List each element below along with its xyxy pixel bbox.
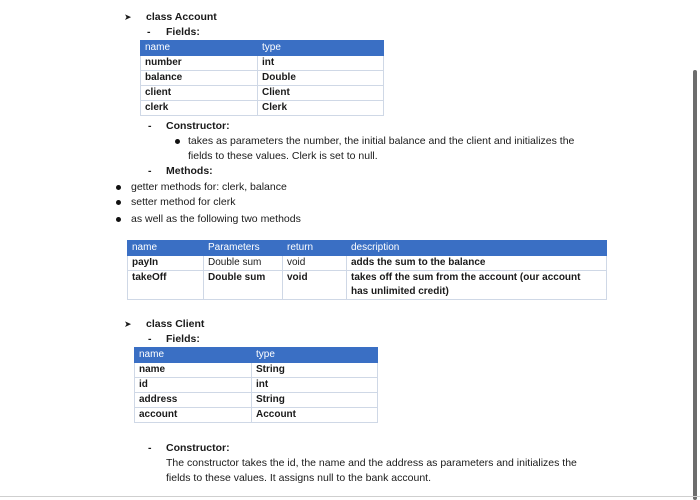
client-fields-table	[134, 347, 378, 423]
client-constructor-label: Constructor:	[166, 442, 230, 454]
field-type: Clerk	[258, 101, 384, 116]
method-parameters: Double sum	[204, 271, 283, 300]
dash-bullet: -	[148, 442, 152, 454]
method-return: void	[283, 271, 347, 300]
client-constructor-text-2: fields to these values. It assigns null to the bank account.	[166, 472, 431, 484]
field-name: client	[141, 86, 258, 101]
field-type: int	[252, 378, 378, 393]
method-description	[347, 271, 607, 300]
account-methods-table	[127, 240, 607, 300]
vertical-scrollbar[interactable]	[693, 70, 697, 500]
dash-bullet: -	[148, 165, 152, 177]
method-description: adds the sum to the balance	[347, 256, 607, 271]
account-methods-label: Methods:	[166, 165, 213, 177]
field-type: String	[252, 393, 378, 408]
account-class-heading: class Account	[146, 11, 217, 23]
field-name: number	[141, 56, 258, 71]
table-row	[128, 271, 607, 300]
account-fields-label: Fields:	[166, 26, 200, 38]
field-name: account	[135, 408, 252, 423]
client-class-heading: class Client	[146, 318, 205, 330]
table-row	[141, 101, 384, 116]
header-return: return	[283, 241, 347, 256]
table-row	[135, 378, 378, 393]
header-name: name	[141, 41, 258, 56]
bullet-dot-icon	[116, 200, 121, 205]
field-name: clerk	[141, 101, 258, 116]
table-row	[141, 86, 384, 101]
table-row	[135, 408, 378, 423]
field-name: address	[135, 393, 252, 408]
client-fields-label: Fields:	[166, 333, 200, 345]
table-header-row	[128, 241, 607, 256]
arrow-bullet-icon: ➤	[124, 12, 132, 22]
field-name: id	[135, 378, 252, 393]
page-divider	[0, 496, 700, 497]
bullet-dot-icon	[175, 139, 180, 144]
dash-bullet: -	[148, 120, 152, 132]
description-line: takes off the sum from the account (our account	[351, 272, 581, 283]
table-row	[128, 256, 607, 271]
field-type: Double	[258, 71, 384, 86]
field-name: name	[135, 363, 252, 378]
dash-bullet: -	[148, 333, 152, 345]
bullet-item: setter method for clerk	[131, 196, 236, 208]
client-constructor-text-1: The constructor takes the id, the name and the address as parameters and initializes the	[166, 457, 577, 469]
bullet-item: getter methods for: clerk, balance	[131, 181, 287, 193]
table-row	[135, 363, 378, 378]
header-parameters: Parameters	[204, 241, 283, 256]
arrow-bullet-icon: ➤	[124, 319, 132, 329]
table-row	[141, 71, 384, 86]
description-line: has unlimited credit)	[351, 286, 449, 297]
account-constructor-text-1: takes as parameters the number, the initial balance and the client and initializes the	[188, 135, 575, 147]
header-name: name	[128, 241, 204, 256]
table-row	[141, 56, 384, 71]
account-constructor-text-2: fields to these values. Clerk is set to null.	[188, 150, 378, 162]
method-parameters: Double sum	[204, 256, 283, 271]
method-name: takeOff	[128, 271, 204, 300]
table-header-row	[135, 348, 378, 363]
bullet-item: as well as the following two methods	[131, 213, 301, 225]
table-row	[135, 393, 378, 408]
field-type: String	[252, 363, 378, 378]
field-type: int	[258, 56, 384, 71]
bullet-dot-icon	[116, 185, 121, 190]
field-name: balance	[141, 71, 258, 86]
field-type: Account	[252, 408, 378, 423]
header-description: description	[347, 241, 607, 256]
header-type: type	[252, 348, 378, 363]
account-constructor-label: Constructor:	[166, 120, 230, 132]
dash-bullet: -	[147, 26, 151, 38]
header-name: name	[135, 348, 252, 363]
table-header-row	[141, 41, 384, 56]
bullet-dot-icon	[116, 217, 121, 222]
account-fields-table	[140, 40, 384, 116]
method-return: void	[283, 256, 347, 271]
field-type: Client	[258, 86, 384, 101]
method-name: payIn	[128, 256, 204, 271]
header-type: type	[258, 41, 384, 56]
